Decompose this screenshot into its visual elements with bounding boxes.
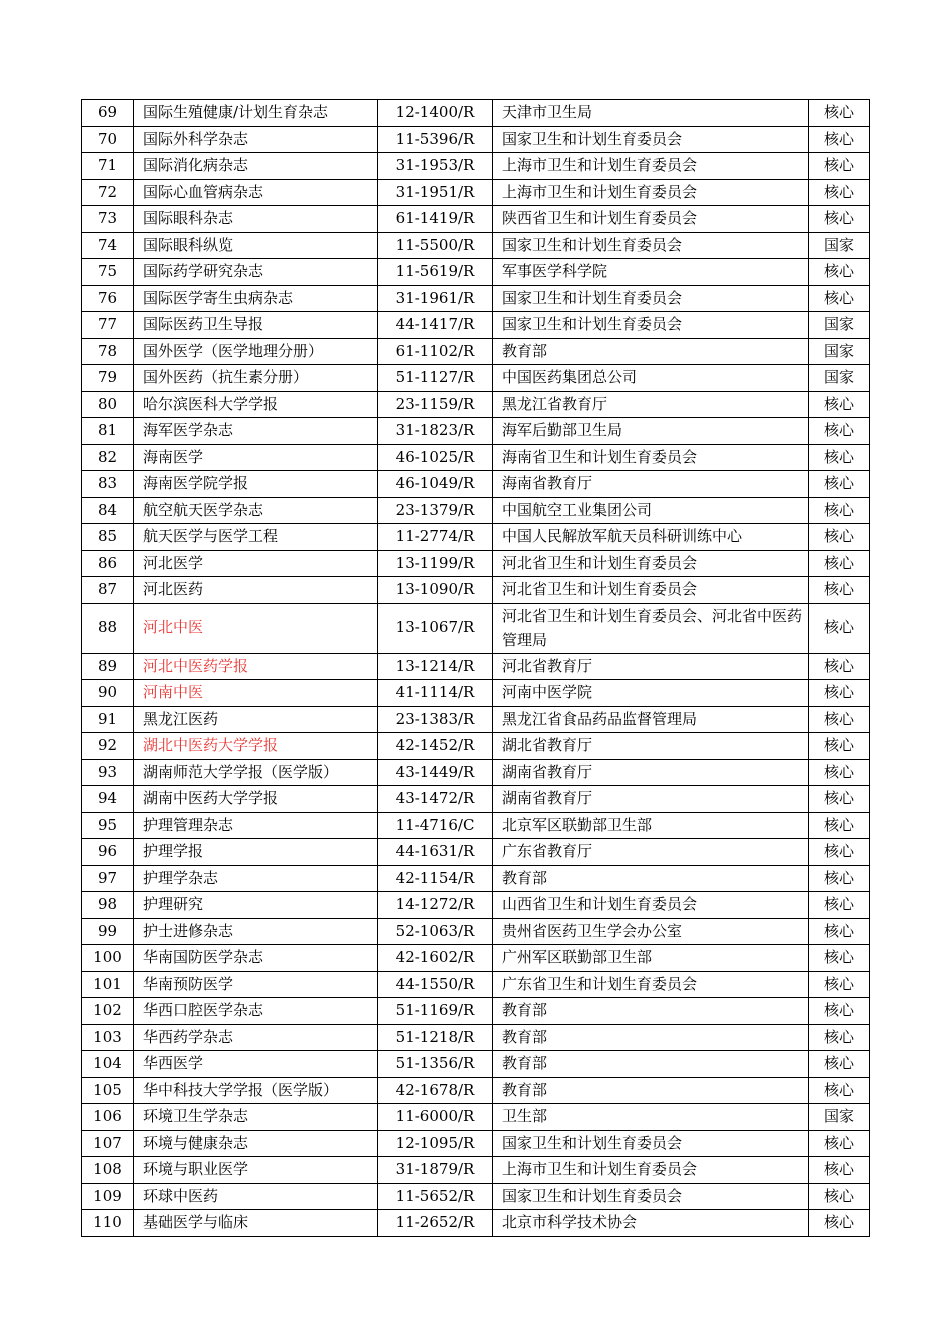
cn-number-cell: 44-1417/R <box>378 312 493 339</box>
sponsor-organization-cell: 天津市卫生局 <box>493 100 809 127</box>
sponsor-organization-cell: 湖北省教育厅 <box>493 733 809 760</box>
serial-number-cell: 86 <box>82 550 134 577</box>
cn-number-cell: 51-1127/R <box>378 365 493 392</box>
cn-number-cell: 43-1449/R <box>378 759 493 786</box>
journal-title-cell: 环境卫生学杂志 <box>134 1104 378 1131</box>
sponsor-organization-cell: 教育部 <box>493 1051 809 1078</box>
journal-title-cell: 国外医药（抗生素分册） <box>134 365 378 392</box>
table-row <box>82 653 870 680</box>
table-row <box>82 312 870 339</box>
table-row <box>82 338 870 365</box>
journal-level-cell: 核心 <box>809 918 870 945</box>
journal-title-cell: 河北中医 <box>134 603 378 653</box>
sponsor-organization-cell: 黑龙江省食品药品监督管理局 <box>493 706 809 733</box>
serial-number-cell: 72 <box>82 179 134 206</box>
table-row <box>82 603 870 653</box>
journal-level-cell: 核心 <box>809 524 870 551</box>
cn-number-cell: 11-5500/R <box>378 232 493 259</box>
serial-number-cell: 69 <box>82 100 134 127</box>
table-row <box>82 865 870 892</box>
cn-number-cell: 12-1095/R <box>378 1130 493 1157</box>
sponsor-organization-cell: 上海市卫生和计划生育委员会 <box>493 153 809 180</box>
cn-number-cell: 46-1049/R <box>378 471 493 498</box>
cn-number-cell: 31-1879/R <box>378 1157 493 1184</box>
sponsor-organization-cell: 教育部 <box>493 998 809 1025</box>
sponsor-organization-cell: 国家卫生和计划生育委员会 <box>493 126 809 153</box>
journal-table-body <box>82 100 870 1237</box>
serial-number-cell: 91 <box>82 706 134 733</box>
sponsor-organization-cell: 河北省卫生和计划生育委员会、河北省中医药管理局 <box>493 603 809 653</box>
table-row <box>82 786 870 813</box>
journal-title-cell: 河南中医 <box>134 680 378 707</box>
journal-title-cell: 护士进修杂志 <box>134 918 378 945</box>
serial-number-cell: 79 <box>82 365 134 392</box>
journal-level-cell: 国家 <box>809 1104 870 1131</box>
serial-number-cell: 109 <box>82 1183 134 1210</box>
cn-number-cell: 11-5619/R <box>378 259 493 286</box>
journal-level-cell: 核心 <box>809 577 870 604</box>
table-row <box>82 577 870 604</box>
table-row <box>82 471 870 498</box>
cn-number-cell: 31-1951/R <box>378 179 493 206</box>
sponsor-organization-cell: 国家卫生和计划生育委员会 <box>493 285 809 312</box>
journal-title-cell: 河北中医药学报 <box>134 653 378 680</box>
serial-number-cell: 102 <box>82 998 134 1025</box>
journal-title-cell: 航天医学与医学工程 <box>134 524 378 551</box>
cn-number-cell: 44-1550/R <box>378 971 493 998</box>
journal-level-cell: 核心 <box>809 1157 870 1184</box>
journal-level-cell: 核心 <box>809 391 870 418</box>
cn-number-cell: 11-4716/C <box>378 812 493 839</box>
table-row <box>82 1104 870 1131</box>
journal-level-cell: 核心 <box>809 206 870 233</box>
journal-level-cell: 核心 <box>809 1183 870 1210</box>
journal-level-cell: 核心 <box>809 839 870 866</box>
table-row <box>82 524 870 551</box>
serial-number-cell: 100 <box>82 945 134 972</box>
journal-level-cell: 核心 <box>809 418 870 445</box>
sponsor-organization-cell: 卫生部 <box>493 1104 809 1131</box>
cn-number-cell: 11-6000/R <box>378 1104 493 1131</box>
journal-title-cell: 国际眼科纵览 <box>134 232 378 259</box>
serial-number-cell: 99 <box>82 918 134 945</box>
serial-number-cell: 92 <box>82 733 134 760</box>
journal-title-cell: 哈尔滨医科大学学报 <box>134 391 378 418</box>
serial-number-cell: 110 <box>82 1210 134 1237</box>
serial-number-cell: 103 <box>82 1024 134 1051</box>
table-row <box>82 100 870 127</box>
sponsor-organization-cell: 河北省卫生和计划生育委员会 <box>493 550 809 577</box>
serial-number-cell: 75 <box>82 259 134 286</box>
cn-number-cell: 14-1272/R <box>378 892 493 919</box>
cn-number-cell: 61-1102/R <box>378 338 493 365</box>
table-row <box>82 812 870 839</box>
sponsor-organization-cell: 海南省教育厅 <box>493 471 809 498</box>
journal-title-cell: 华西药学杂志 <box>134 1024 378 1051</box>
journal-title-cell: 华中科技大学学报（医学版） <box>134 1077 378 1104</box>
serial-number-cell: 81 <box>82 418 134 445</box>
sponsor-organization-cell: 山西省卫生和计划生育委员会 <box>493 892 809 919</box>
cn-number-cell: 11-5396/R <box>378 126 493 153</box>
journal-title-cell: 华西医学 <box>134 1051 378 1078</box>
journal-level-cell: 核心 <box>809 1210 870 1237</box>
table-row <box>82 232 870 259</box>
journal-title-cell: 黑龙江医药 <box>134 706 378 733</box>
cn-number-cell: 51-1169/R <box>378 998 493 1025</box>
table-row <box>82 839 870 866</box>
sponsor-organization-cell: 教育部 <box>493 338 809 365</box>
sponsor-organization-cell: 教育部 <box>493 865 809 892</box>
table-row <box>82 1130 870 1157</box>
cn-number-cell: 44-1631/R <box>378 839 493 866</box>
table-row <box>82 892 870 919</box>
journal-title-cell: 护理学报 <box>134 839 378 866</box>
table-row <box>82 365 870 392</box>
serial-number-cell: 97 <box>82 865 134 892</box>
cn-number-cell: 23-1159/R <box>378 391 493 418</box>
journal-level-cell: 核心 <box>809 945 870 972</box>
sponsor-organization-cell: 河北省教育厅 <box>493 653 809 680</box>
journal-level-cell: 核心 <box>809 865 870 892</box>
journal-level-cell: 核心 <box>809 786 870 813</box>
table-row <box>82 998 870 1025</box>
serial-number-cell: 93 <box>82 759 134 786</box>
cn-number-cell: 11-2774/R <box>378 524 493 551</box>
journal-title-cell: 河北医学 <box>134 550 378 577</box>
table-row <box>82 497 870 524</box>
journal-level-cell: 国家 <box>809 365 870 392</box>
journal-title-cell: 基础医学与临床 <box>134 1210 378 1237</box>
journal-list-table <box>81 99 870 1237</box>
table-row <box>82 945 870 972</box>
journal-level-cell: 核心 <box>809 706 870 733</box>
serial-number-cell: 73 <box>82 206 134 233</box>
sponsor-organization-cell: 海南省卫生和计划生育委员会 <box>493 444 809 471</box>
cn-number-cell: 13-1199/R <box>378 550 493 577</box>
journal-title-cell: 护理学杂志 <box>134 865 378 892</box>
journal-title-cell: 国际生殖健康/计划生育杂志 <box>134 100 378 127</box>
journal-title-cell: 国际药学研究杂志 <box>134 259 378 286</box>
journal-level-cell: 核心 <box>809 497 870 524</box>
table-row <box>82 126 870 153</box>
journal-title-cell: 湖南师范大学学报（医学版） <box>134 759 378 786</box>
cn-number-cell: 42-1452/R <box>378 733 493 760</box>
journal-level-cell: 核心 <box>809 444 870 471</box>
journal-level-cell: 核心 <box>809 998 870 1025</box>
journal-title-cell: 国外医学（医学地理分册） <box>134 338 378 365</box>
sponsor-organization-cell: 广东省教育厅 <box>493 839 809 866</box>
cn-number-cell: 11-5652/R <box>378 1183 493 1210</box>
sponsor-organization-cell: 上海市卫生和计划生育委员会 <box>493 179 809 206</box>
table-row <box>82 1210 870 1237</box>
serial-number-cell: 89 <box>82 653 134 680</box>
serial-number-cell: 71 <box>82 153 134 180</box>
journal-level-cell: 国家 <box>809 312 870 339</box>
journal-title-cell: 国际医学寄生虫病杂志 <box>134 285 378 312</box>
journal-level-cell: 核心 <box>809 759 870 786</box>
sponsor-organization-cell: 中国人民解放军航天员科研训练中心 <box>493 524 809 551</box>
journal-level-cell: 核心 <box>809 653 870 680</box>
serial-number-cell: 94 <box>82 786 134 813</box>
cn-number-cell: 11-2652/R <box>378 1210 493 1237</box>
journal-level-cell: 国家 <box>809 338 870 365</box>
table-row <box>82 759 870 786</box>
serial-number-cell: 105 <box>82 1077 134 1104</box>
cn-number-cell: 42-1154/R <box>378 865 493 892</box>
cn-number-cell: 46-1025/R <box>378 444 493 471</box>
journal-level-cell: 核心 <box>809 1130 870 1157</box>
sponsor-organization-cell: 中国医药集团总公司 <box>493 365 809 392</box>
journal-level-cell: 核心 <box>809 1051 870 1078</box>
cn-number-cell: 31-1823/R <box>378 418 493 445</box>
serial-number-cell: 83 <box>82 471 134 498</box>
cn-number-cell: 23-1379/R <box>378 497 493 524</box>
journal-title-cell: 国际心血管病杂志 <box>134 179 378 206</box>
serial-number-cell: 77 <box>82 312 134 339</box>
sponsor-organization-cell: 教育部 <box>493 1077 809 1104</box>
journal-title-cell: 环球中医药 <box>134 1183 378 1210</box>
sponsor-organization-cell: 湖南省教育厅 <box>493 786 809 813</box>
sponsor-organization-cell: 海军后勤部卫生局 <box>493 418 809 445</box>
journal-level-cell: 核心 <box>809 971 870 998</box>
journal-level-cell: 核心 <box>809 550 870 577</box>
table-row <box>82 1077 870 1104</box>
cn-number-cell: 51-1356/R <box>378 1051 493 1078</box>
journal-level-cell: 核心 <box>809 892 870 919</box>
journal-title-cell: 华南预防医学 <box>134 971 378 998</box>
journal-title-cell: 河北医药 <box>134 577 378 604</box>
journal-level-cell: 核心 <box>809 285 870 312</box>
table-row <box>82 733 870 760</box>
sponsor-organization-cell: 广东省卫生和计划生育委员会 <box>493 971 809 998</box>
cn-number-cell: 13-1090/R <box>378 577 493 604</box>
serial-number-cell: 107 <box>82 1130 134 1157</box>
cn-number-cell: 42-1602/R <box>378 945 493 972</box>
serial-number-cell: 88 <box>82 603 134 653</box>
serial-number-cell: 101 <box>82 971 134 998</box>
table-row <box>82 550 870 577</box>
sponsor-organization-cell: 国家卫生和计划生育委员会 <box>493 312 809 339</box>
cn-number-cell: 42-1678/R <box>378 1077 493 1104</box>
table-row <box>82 706 870 733</box>
table-row <box>82 918 870 945</box>
journal-level-cell: 核心 <box>809 680 870 707</box>
journal-title-cell: 华西口腔医学杂志 <box>134 998 378 1025</box>
journal-title-cell: 航空航天医学杂志 <box>134 497 378 524</box>
table-row <box>82 391 870 418</box>
journal-title-cell: 国际眼科杂志 <box>134 206 378 233</box>
serial-number-cell: 95 <box>82 812 134 839</box>
journal-title-cell: 护理研究 <box>134 892 378 919</box>
table-row <box>82 206 870 233</box>
serial-number-cell: 76 <box>82 285 134 312</box>
journal-title-cell: 护理管理杂志 <box>134 812 378 839</box>
journal-level-cell: 核心 <box>809 1024 870 1051</box>
journal-title-cell: 环境与职业医学 <box>134 1157 378 1184</box>
cn-number-cell: 23-1383/R <box>378 706 493 733</box>
sponsor-organization-cell: 国家卫生和计划生育委员会 <box>493 232 809 259</box>
sponsor-organization-cell: 贵州省医药卫生学会办公室 <box>493 918 809 945</box>
sponsor-organization-cell: 国家卫生和计划生育委员会 <box>493 1130 809 1157</box>
sponsor-organization-cell: 北京军区联勤部卫生部 <box>493 812 809 839</box>
table-row <box>82 1183 870 1210</box>
table-row <box>82 1051 870 1078</box>
journal-level-cell: 核心 <box>809 179 870 206</box>
sponsor-organization-cell: 中国航空工业集团公司 <box>493 497 809 524</box>
journal-level-cell: 核心 <box>809 733 870 760</box>
sponsor-organization-cell: 国家卫生和计划生育委员会 <box>493 1183 809 1210</box>
table-row <box>82 680 870 707</box>
sponsor-organization-cell: 湖南省教育厅 <box>493 759 809 786</box>
journal-level-cell: 核心 <box>809 259 870 286</box>
sponsor-organization-cell: 教育部 <box>493 1024 809 1051</box>
serial-number-cell: 80 <box>82 391 134 418</box>
serial-number-cell: 106 <box>82 1104 134 1131</box>
serial-number-cell: 78 <box>82 338 134 365</box>
journal-title-cell: 海南医学院学报 <box>134 471 378 498</box>
serial-number-cell: 85 <box>82 524 134 551</box>
serial-number-cell: 104 <box>82 1051 134 1078</box>
journal-level-cell: 核心 <box>809 153 870 180</box>
cn-number-cell: 51-1218/R <box>378 1024 493 1051</box>
journal-title-cell: 海军医学杂志 <box>134 418 378 445</box>
journal-title-cell: 国际医药卫生导报 <box>134 312 378 339</box>
table-row <box>82 259 870 286</box>
journal-title-cell: 湖北中医药大学学报 <box>134 733 378 760</box>
journal-level-cell: 国家 <box>809 232 870 259</box>
cn-number-cell: 12-1400/R <box>378 100 493 127</box>
serial-number-cell: 98 <box>82 892 134 919</box>
sponsor-organization-cell: 军事医学科学院 <box>493 259 809 286</box>
sponsor-organization-cell: 河北省卫生和计划生育委员会 <box>493 577 809 604</box>
serial-number-cell: 90 <box>82 680 134 707</box>
journal-level-cell: 核心 <box>809 812 870 839</box>
serial-number-cell: 82 <box>82 444 134 471</box>
serial-number-cell: 96 <box>82 839 134 866</box>
journal-level-cell: 核心 <box>809 1077 870 1104</box>
sponsor-organization-cell: 广州军区联勤部卫生部 <box>493 945 809 972</box>
table-row <box>82 1024 870 1051</box>
sponsor-organization-cell: 北京市科学技术协会 <box>493 1210 809 1237</box>
serial-number-cell: 87 <box>82 577 134 604</box>
cn-number-cell: 31-1961/R <box>378 285 493 312</box>
cn-number-cell: 61-1419/R <box>378 206 493 233</box>
journal-level-cell: 核心 <box>809 471 870 498</box>
cn-number-cell: 13-1067/R <box>378 603 493 653</box>
serial-number-cell: 108 <box>82 1157 134 1184</box>
serial-number-cell: 70 <box>82 126 134 153</box>
sponsor-organization-cell: 上海市卫生和计划生育委员会 <box>493 1157 809 1184</box>
journal-level-cell: 核心 <box>809 603 870 653</box>
cn-number-cell: 41-1114/R <box>378 680 493 707</box>
cn-number-cell: 43-1472/R <box>378 786 493 813</box>
journal-title-cell: 海南医学 <box>134 444 378 471</box>
serial-number-cell: 74 <box>82 232 134 259</box>
journal-title-cell: 国际消化病杂志 <box>134 153 378 180</box>
sponsor-organization-cell: 陕西省卫生和计划生育委员会 <box>493 206 809 233</box>
cn-number-cell: 31-1953/R <box>378 153 493 180</box>
journal-title-cell: 华南国防医学杂志 <box>134 945 378 972</box>
cn-number-cell: 13-1214/R <box>378 653 493 680</box>
table-row <box>82 153 870 180</box>
sponsor-organization-cell: 河南中医学院 <box>493 680 809 707</box>
journal-title-cell: 环境与健康杂志 <box>134 1130 378 1157</box>
sponsor-organization-cell: 黑龙江省教育厅 <box>493 391 809 418</box>
table-row <box>82 179 870 206</box>
table-row <box>82 444 870 471</box>
serial-number-cell: 84 <box>82 497 134 524</box>
journal-title-cell: 国际外科学杂志 <box>134 126 378 153</box>
table-row <box>82 971 870 998</box>
table-row <box>82 1157 870 1184</box>
journal-level-cell: 核心 <box>809 100 870 127</box>
journal-level-cell: 核心 <box>809 126 870 153</box>
journal-title-cell: 湖南中医药大学学报 <box>134 786 378 813</box>
table-row <box>82 418 870 445</box>
cn-number-cell: 52-1063/R <box>378 918 493 945</box>
table-row <box>82 285 870 312</box>
